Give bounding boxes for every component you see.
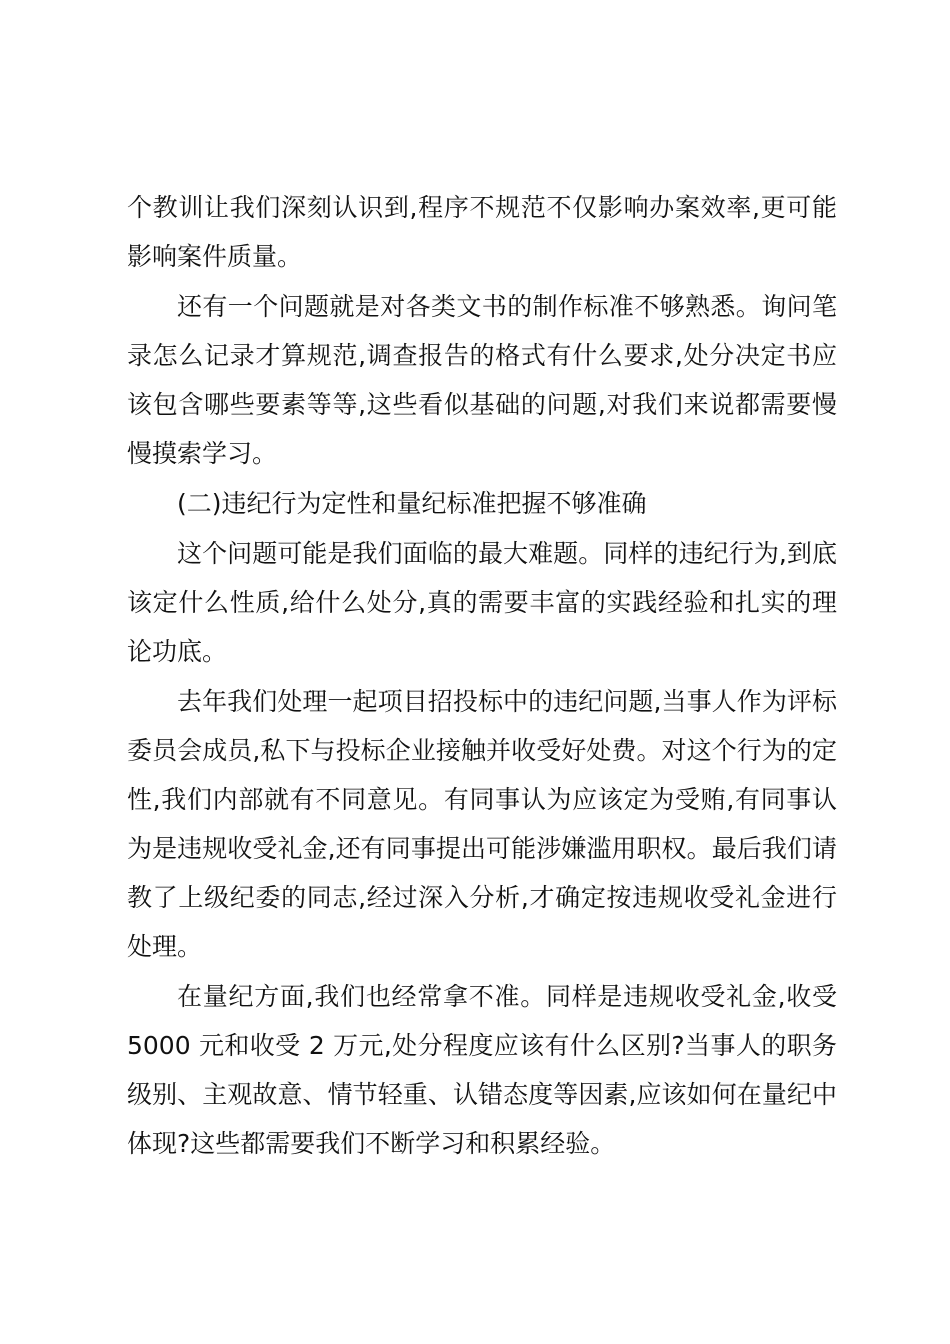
paragraph-biggest-challenge: 这个问题可能是我们面临的最大难题。同样的违纪行为,到底该定什么性质,给什么处分,真的需要丰富的实践经验和扎实的理论功底。: [127, 539, 837, 666]
document-body: [127, 183, 837, 1169]
paragraph-sentencing-standards: 在量纪方面,我们也经常拿不准。同样是违规收受礼金,收受5000 元和收受 2 万元,处分程度应该有什么区别?当事人的职务级别、主观故意、情节轻重、认错态度等因素,应该如何在量纪中体现?这些都需要我们不断学习和积累经验。: [127, 982, 837, 1158]
section-heading-qualification: (二)违纪行为定性和量纪标准把握不够准确: [177, 489, 647, 518]
paragraph-bidding-case: 去年我们处理一起项目招投标中的违纪问题,当事人作为评标委员会成员,私下与投标企业接触并收受好处费。对这个行为的定性,我们内部就有不同意见。有同事认为应该定为受贿,有同事认为是违规收受礼金,还有同事提出可能涉嫌滥用职权。最后我们请教了上级纪委的同志,经过深入分析,才确定按违规收受礼金进行处理。: [127, 687, 837, 961]
paragraph-document-standards: 还有一个问题就是对各类文书的制作标准不够熟悉。询问笔录怎么记录才算规范,调查报告的格式有什么要求,处分决定书应该包含哪些要素等等,这些看似基础的问题,对我们来说都需要慢慢摸索学习。: [127, 292, 837, 468]
paragraph-lesson-continued: 个教训让我们深刻认识到,程序不规范不仅影响办案效率,更可能影响案件质量。: [127, 193, 837, 271]
